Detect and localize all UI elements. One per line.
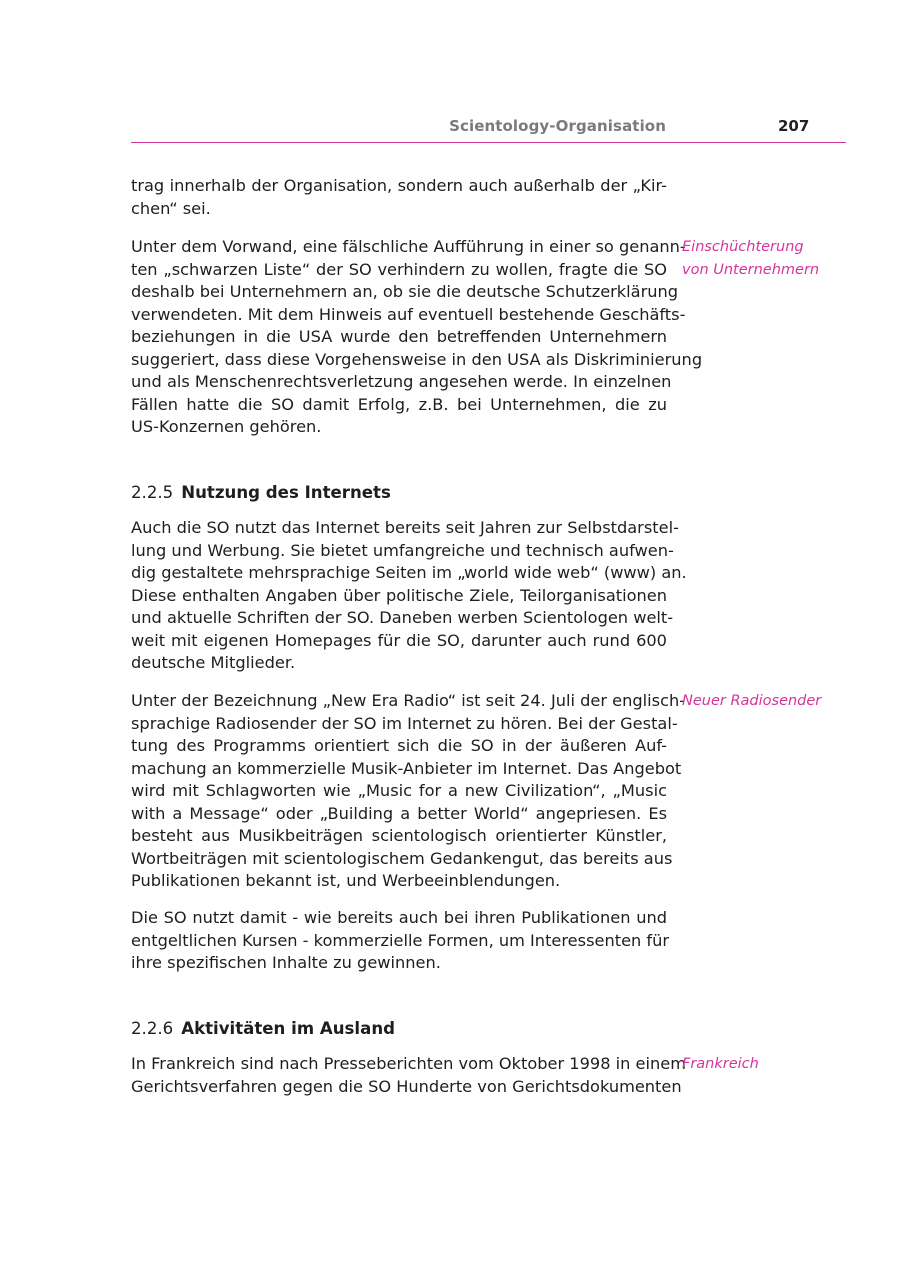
section-heading-2-2-5 xyxy=(131,483,391,502)
text-line: Die SO nutzt damit - wie bereits auch bei ihren Publikationen und xyxy=(131,908,667,927)
text-line: In Frankreich sind nach Presseberichten vom Oktober 1998 in einem xyxy=(131,1054,686,1073)
text-line: beziehungen in die USA wurde den betreffenden Unternehmern xyxy=(131,327,667,346)
margin-note-line: Frankreich xyxy=(682,1056,759,1072)
text-line: Unter der Bezeichnung „New Era Radio“ ist seit 24. Juli der englisch- xyxy=(131,691,686,710)
running-header xyxy=(131,116,846,143)
text-line: dig gestaltete mehrsprachige Seiten im „world wide web“ (www) an. xyxy=(131,563,687,582)
text-line: ten „schwarzen Liste“ der SO verhindern zu wollen, fragte die SO xyxy=(131,259,667,279)
text-line: und als Menschenrechtsverletzung angesehen werde. In einzelnen xyxy=(131,372,672,391)
text-line: tung des Programms orientiert sich die SO in der äußeren Auf- xyxy=(131,736,667,755)
text-line: deshalb bei Unternehmern an, ob sie die deutsche Schutzerklärung xyxy=(131,282,679,301)
text-line: besteht aus Musikbeiträgen scientologisch orientierter Künstler, xyxy=(131,826,667,845)
paragraph-1 xyxy=(131,175,667,220)
section-heading-2-2-6 xyxy=(131,1019,395,1038)
section-number: 2.2.5 xyxy=(131,483,174,502)
text-line: chen“ sei. xyxy=(131,198,211,218)
margin-note-france xyxy=(682,1053,862,1076)
text-line: Auch die SO nutzt das Internet bereits seit Jahren zur Selbstdarstel- xyxy=(131,518,679,537)
text-line: machung an kommerzielle Musik-Anbieter im Internet. Das Angebot xyxy=(131,758,682,778)
text-line: Wortbeiträgen mit scientologischem Gedankengut, das bereits aus xyxy=(131,848,673,868)
paragraph-5 xyxy=(131,907,670,975)
text-line: Gerichtsverfahren gegen die SO Hunderte von Gerichtsdokumenten xyxy=(131,1076,682,1096)
margin-note-line: Neuer Radiosender xyxy=(682,693,822,709)
text-line: entgeltlichen Kursen - kommerzielle Formen, um Interessenten für xyxy=(131,930,670,950)
running-title: Scientology-Organisation xyxy=(449,117,666,135)
text-line: Unter dem Vorwand, eine fälschliche Aufführung in einer so genann- xyxy=(131,237,686,256)
text-line: suggeriert, dass diese Vorgehensweise in den USA als Diskriminierung xyxy=(131,349,703,369)
text-line: verwendeten. Mit dem Hinweis auf eventuell bestehende Geschäfts- xyxy=(131,304,686,324)
paragraph-4 xyxy=(131,690,686,893)
text-line: trag innerhalb der Organisation, sondern auch außerhalb der „Kir- xyxy=(131,176,667,195)
paragraph-6 xyxy=(131,1053,686,1098)
section-number: 2.2.6 xyxy=(131,1019,174,1038)
section-title: Aktivitäten im Ausland xyxy=(181,1019,396,1038)
text-line: with a Message“ oder „Building a better World“ angepriesen. Es xyxy=(131,803,667,823)
margin-note-line: Einschüchterung xyxy=(682,239,804,255)
margin-note-line: von Unternehmern xyxy=(682,261,820,278)
margin-note-radio xyxy=(682,690,862,713)
section-title: Nutzung des Internets xyxy=(181,483,391,502)
text-line: ihre spezifischen Inhalte zu gewinnen. xyxy=(131,953,441,972)
paragraph-2 xyxy=(131,236,703,439)
text-line: Diese enthalten Angaben über politische Ziele, Teilorganisationen xyxy=(131,585,667,605)
text-line: Fällen hatte die SO damit Erfolg, z.B. bei Unternehmen, die zu xyxy=(131,394,667,414)
text-line: wird mit Schlagworten wie „Music for a new Civilization“, „Music xyxy=(131,781,667,800)
text-line: weit mit eigenen Homepages für die SO, darunter auch rund 600 xyxy=(131,630,667,650)
text-line: lung und Werbung. Sie bietet umfangreiche und technisch aufwen- xyxy=(131,540,674,560)
paragraph-3 xyxy=(131,517,687,675)
text-line: deutsche Mitglieder. xyxy=(131,653,296,672)
page-number: 207 xyxy=(778,117,810,135)
text-line: und aktuelle Schriften der SO. Daneben werben Scientologen welt- xyxy=(131,608,674,627)
text-line: sprachige Radiosender der SO im Internet zu hören. Bei der Gestal- xyxy=(131,713,678,733)
margin-note-intimidation xyxy=(682,236,862,281)
text-line: Publikationen bekannt ist, und Werbeeinblendungen. xyxy=(131,871,561,890)
text-line: US-Konzernen gehören. xyxy=(131,417,322,436)
